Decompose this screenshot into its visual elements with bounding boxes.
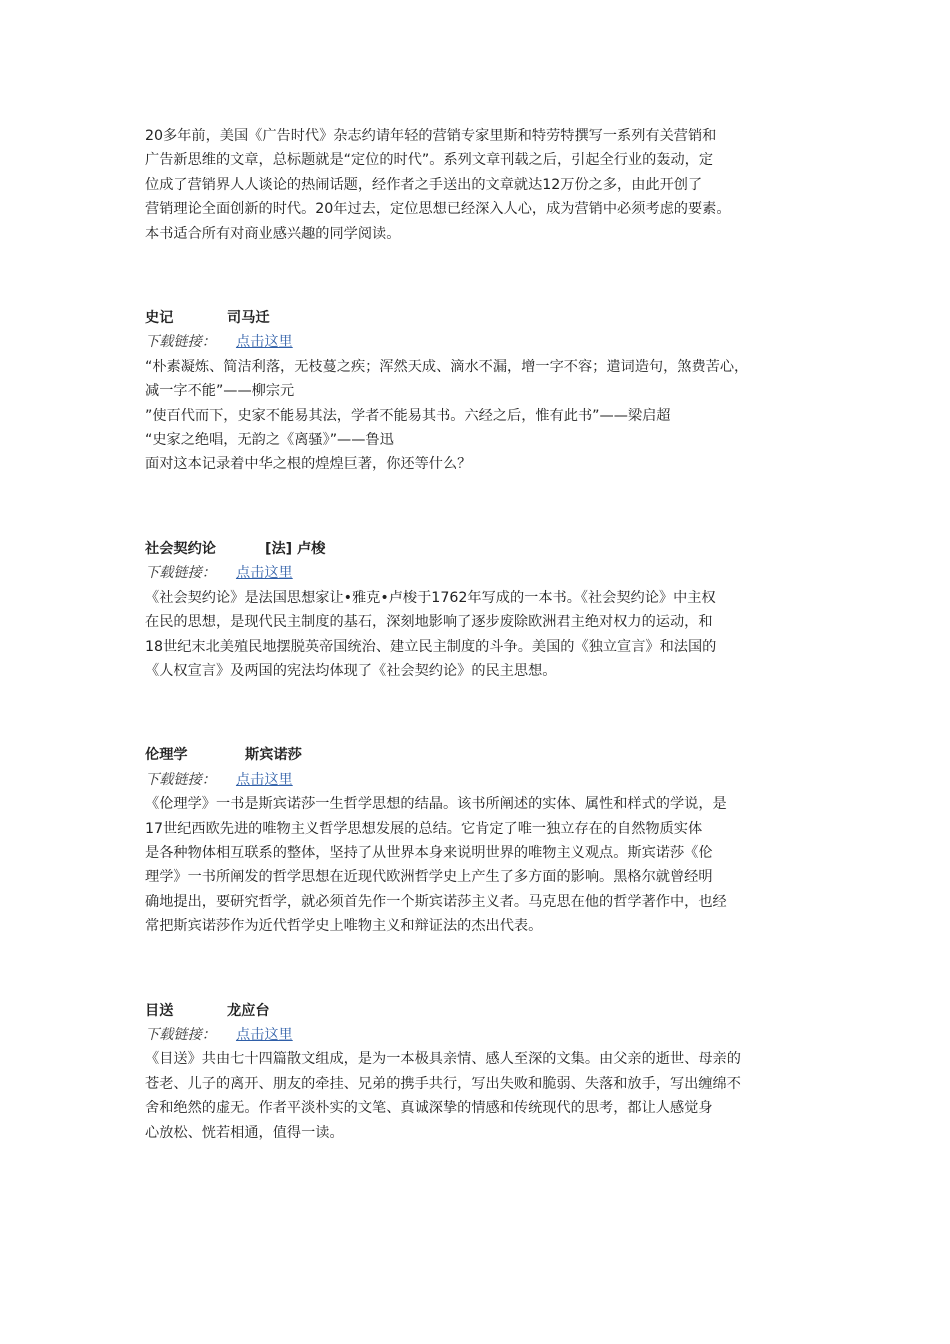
book-description-line: 苍老、儿子的离开、朋友的牵挂、兄弟的携手共行，写出失败和脆弱、失落和放手，写出缠绵不 [145, 1075, 741, 1092]
book-description-line: 常把斯宾诺莎作为近代哲学史上唯物主义和辩证法的杰出代表。 [145, 918, 543, 935]
download-link[interactable]: 点击这里 [235, 1026, 293, 1043]
book-description-line: 是各种物体相互联系的整体，坚持了从世界本身来说明世界的唯物主义观点。斯宾诺莎《伦 [145, 844, 713, 861]
book-author: 龙应台 [227, 1002, 270, 1019]
book-entry-ethics [145, 743, 825, 938]
book-heading [145, 999, 825, 1023]
book-author: 司马迁 [227, 310, 270, 327]
intro-paragraph [145, 124, 825, 246]
book-heading [145, 537, 825, 561]
book-title: 伦理学 [145, 747, 188, 764]
download-row [145, 1023, 825, 1047]
book-title: 社会契约论 [145, 540, 216, 557]
book-description-line: 在民的思想，是现代民主制度的基石，深刻地影响了逐步废除欧洲君主绝对权力的运动，和 [145, 614, 713, 631]
download-row [145, 561, 825, 585]
book-description-line: 《伦理学》一书是斯宾诺莎一生哲学思想的结晶。该书所阐述的实体、属性和样式的学说，是 [145, 796, 727, 813]
book-title: 目送 [145, 1002, 174, 1019]
book-description-line: 舍和绝然的虚无。作者平淡朴实的文笔、真诚深挚的情感和传统现代的思考，都让人感觉身 [145, 1100, 713, 1117]
intro-line: 位成了营销界人人谈论的热闹话题，经作者之手送出的文章就达12万份之多，由此开创了 [145, 176, 703, 193]
book-heading [145, 743, 825, 767]
intro-line: 营销理论全面创新的时代。20年过去，定位思想已经深入人心，成为营销中必须考虑的要素。 [145, 201, 731, 218]
download-link[interactable]: 点击这里 [235, 565, 293, 582]
book-description-line: 理学》一书所阐发的哲学思想在近现代欧洲哲学史上产生了多方面的影响。黑格尔就曾经明 [145, 869, 713, 886]
book-description-line: 《人权宣言》及两国的宪法均体现了《社会契约论》的民主思想。 [145, 662, 557, 679]
book-entry-shiji [145, 306, 825, 477]
book-title: 史记 [145, 310, 174, 327]
book-author: [法] 卢梭 [265, 540, 326, 557]
download-label: 下载链接： [145, 334, 216, 351]
book-author: 斯宾诺莎 [245, 747, 302, 764]
book-entry-social-contract [145, 537, 825, 683]
book-description-line: 面对这本记录着中华之根的煌煌巨著，你还等什么？ [145, 456, 472, 473]
book-description-line: ”使百代而下，史家不能易其法，学者不能易其书。六经之后，惟有此书”——梁启超 [145, 407, 671, 424]
intro-line: 20多年前，美国《广告时代》杂志约请年轻的营销专家里斯和特劳特撰写一系列有关营销和 [145, 128, 717, 144]
book-description-line: 确地提出，要研究哲学，就必须首先作一个斯宾诺莎主义者。马克思在他的哲学著作中，也经 [145, 893, 727, 910]
book-description-line: 心放松、恍若相通，值得一读。 [145, 1124, 344, 1141]
book-description-line: “朴素凝炼、简洁利落，无枝蔓之疾；浑然天成、滴水不漏，增一字不容；遣词造句，煞费苦心， [145, 358, 749, 375]
download-row [145, 330, 825, 354]
document-page [145, 124, 825, 1145]
book-entry-mu-song [145, 999, 825, 1145]
intro-line: 本书适合所有对商业感兴趣的同学阅读。 [145, 225, 401, 242]
book-description-line: 18世纪末北美殖民地摆脱英帝国统治、建立民主制度的斗争。美国的《独立宣言》和法国的 [145, 638, 717, 655]
book-description-line: 17世纪西欧先进的唯物主义哲学思想发展的总结。它肯定了唯一独立存在的自然物质实体 [145, 820, 703, 837]
book-description-line: “史家之绝唱，无韵之《离骚》”——鲁迅 [145, 432, 394, 449]
download-link[interactable]: 点击这里 [235, 771, 293, 788]
download-row [145, 768, 825, 792]
intro-line: 广告新思维的文章，总标题就是“定位的时代”。系列文章刊载之后，引起全行业的轰动，定 [145, 152, 714, 169]
download-label: 下载链接： [145, 1026, 216, 1043]
book-description-line: 减一字不能”——柳宗元 [145, 383, 295, 400]
book-description-line: 《目送》共由七十四篇散文组成，是为一本极具亲情、感人至深的文集。由父亲的逝世、母亲的 [145, 1051, 741, 1068]
book-heading [145, 306, 825, 330]
download-label: 下载链接： [145, 771, 216, 788]
download-link[interactable]: 点击这里 [235, 334, 293, 351]
book-description-line: 《社会契约论》是法国思想家让•雅克•卢梭于1762年写成的一本书。《社会契约论》中主权 [145, 589, 716, 606]
download-label: 下载链接： [145, 565, 216, 582]
